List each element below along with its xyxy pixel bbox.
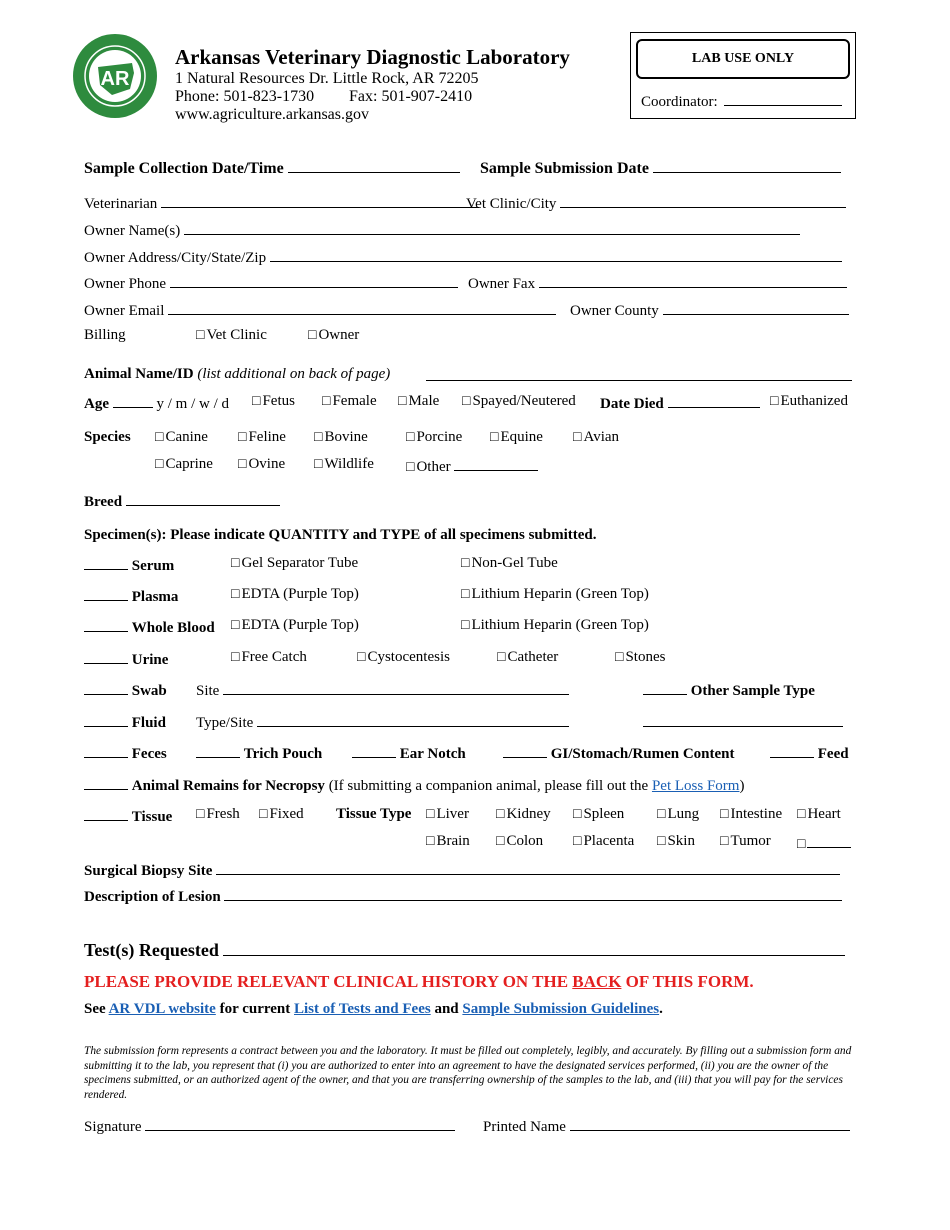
tissue-spleen[interactable]: □ Spleen	[573, 806, 625, 822]
collection-date-field[interactable]	[288, 158, 460, 173]
fluid-type-site-field[interactable]	[257, 712, 569, 727]
tissue-heart[interactable]: □ Heart	[797, 806, 841, 822]
veterinarian-label: Veterinarian	[84, 196, 158, 212]
vet-clinic-label: Vet Clinic/City	[466, 196, 557, 212]
owner-phone-label: Owner Phone	[84, 276, 167, 292]
fluid-label: Fluid	[131, 715, 166, 731]
tissue-colon[interactable]: □ Colon	[496, 833, 544, 849]
fluid-qty[interactable]	[84, 712, 128, 727]
swab-site-label: Site	[196, 683, 220, 699]
swab-site-field[interactable]	[223, 680, 569, 695]
owner-email-label: Owner Email	[84, 303, 165, 319]
lab-address: 1 Natural Resources Dr. Little Rock, AR 72205	[175, 70, 479, 87]
tests-requested-label: Test(s) Requested	[84, 940, 219, 960]
animal-name-label: Animal Name/ID	[84, 366, 194, 382]
species-label: Species	[84, 429, 131, 445]
tissue-fresh-checkbox[interactable]: □ Fresh	[196, 806, 240, 822]
trich-qty[interactable]	[196, 743, 240, 758]
species-caprine[interactable]: □ Caprine	[155, 456, 213, 472]
remains-note: (If submitting a companion animal, please fill out the	[328, 778, 649, 794]
urine-cysto-checkbox[interactable]: □ Cystocentesis	[357, 649, 450, 665]
tissue-brain[interactable]: □ Brain	[426, 833, 470, 849]
trich-label: Trich Pouch	[243, 746, 323, 762]
tissue-other[interactable]: □	[797, 833, 851, 853]
owner-county-label: Owner County	[570, 303, 659, 319]
owner-fax-field[interactable]	[539, 273, 847, 288]
lesion-field[interactable]	[224, 886, 842, 901]
gi-label: GI/Stomach/Rumen Content	[550, 746, 735, 762]
whole-blood-lithium-checkbox[interactable]: □ Lithium Heparin (Green Top)	[461, 617, 649, 633]
species-feline[interactable]: □ Feline	[238, 429, 286, 445]
billing-vet-label: Vet Clinic	[206, 327, 267, 343]
urine-qty[interactable]	[84, 649, 128, 664]
lab-title: Arkansas Veterinary Diagnostic Laboratory	[175, 45, 570, 69]
tissue-lung[interactable]: □ Lung	[657, 806, 700, 822]
whole-blood-label: Whole Blood	[131, 620, 215, 636]
tissue-fixed-checkbox[interactable]: □ Fixed	[259, 806, 304, 822]
urine-catheter-checkbox[interactable]: □ Catheter	[497, 649, 559, 665]
breed-field[interactable]	[126, 491, 280, 506]
surgical-biopsy-field[interactable]	[216, 860, 840, 875]
species-canine[interactable]: □ Canine	[155, 429, 208, 445]
coordinator-field[interactable]	[724, 91, 842, 106]
swab-label: Swab	[131, 683, 167, 699]
remains-label: Animal Remains for Necropsy	[131, 778, 325, 794]
lab-use-box	[630, 32, 856, 119]
serum-qty[interactable]	[84, 555, 128, 570]
vet-clinic-field[interactable]	[560, 193, 846, 208]
fetus-checkbox[interactable]: □ Fetus	[252, 393, 295, 409]
other-sample-qty[interactable]	[643, 680, 687, 695]
species-other-field[interactable]	[454, 456, 538, 471]
tissue-liver[interactable]: □ Liver	[426, 806, 469, 822]
species-ovine[interactable]: □ Ovine	[238, 456, 286, 472]
plasma-qty[interactable]	[84, 586, 128, 601]
ear-notch-qty[interactable]	[352, 743, 396, 758]
svg-text:AR: AR	[100, 68, 130, 90]
submission-date-field[interactable]	[653, 158, 841, 173]
lesion-label: Description of Lesion	[84, 889, 221, 905]
contract-disclaimer: The submission form represents a contract between you and the laboratory. It must be filled out completely, legibly, and accurately. By filling out a submission form and submitting it to the lab, you represent that (i) you are authorized to enter into an agreement to have the designated services performed, (ii) you are the owner of the specimens submitted, or an authorized agent of the owner, and that you are transferring ownership of the samples to the lab, and (iii) that you will pay for the services rendered.	[84, 1045, 852, 1101]
owner-county-field[interactable]	[663, 300, 849, 315]
tissue-qty[interactable]	[84, 806, 128, 821]
urine-label: Urine	[131, 652, 169, 668]
feed-label: Feed	[817, 746, 849, 762]
tissue-kidney[interactable]: □ Kidney	[496, 806, 551, 822]
tests-fees-link[interactable]: List of Tests and Fees	[294, 1001, 431, 1017]
tissue-type-label: Tissue Type	[336, 806, 412, 822]
signature-label: Signature	[84, 1119, 142, 1135]
whole-blood-edta-checkbox[interactable]: □ EDTA (Purple Top)	[231, 617, 359, 633]
tests-requested-field[interactable]	[223, 941, 845, 956]
serum-gel-checkbox[interactable]: □ Gel Separator Tube	[231, 555, 359, 571]
animal-name-field[interactable]	[426, 366, 852, 381]
whole-blood-qty[interactable]	[84, 617, 128, 632]
surgical-biopsy-label: Surgical Biopsy Site	[84, 863, 213, 879]
other-sample-label: Other Sample Type	[690, 683, 815, 699]
other-sample-field[interactable]	[643, 712, 843, 727]
coordinator-label: Coordinator:	[641, 94, 718, 110]
swab-qty[interactable]	[84, 680, 128, 695]
vdl-website-link[interactable]: AR VDL website	[108, 1001, 216, 1017]
owner-names-field[interactable]	[184, 220, 800, 235]
tissue-placenta[interactable]: □ Placenta	[573, 833, 635, 849]
urine-stones-checkbox[interactable]: □ Stones	[615, 649, 666, 665]
owner-email-field[interactable]	[168, 300, 556, 315]
pet-loss-form-link[interactable]: Pet Loss Form	[651, 778, 740, 794]
printed-name-label: Printed Name	[483, 1119, 566, 1135]
age-label: Age	[84, 396, 109, 412]
billing-vet-checkbox[interactable]: □ Vet Clinic	[196, 327, 267, 343]
spayed-checkbox[interactable]: □ Spayed/Neutered	[462, 393, 576, 409]
clinical-history-notice: PLEASE PROVIDE RELEVANT CLINICAL HISTORY ON THE	[84, 972, 573, 991]
submission-date-label: Sample Submission Date	[480, 160, 649, 177]
back-emphasis: BACK	[572, 972, 622, 991]
signature-field[interactable]	[145, 1116, 455, 1131]
billing-owner-checkbox[interactable]: □ Owner	[308, 327, 360, 343]
species-avian[interactable]: □ Avian	[573, 429, 620, 445]
owner-names-label: Owner Name(s)	[84, 223, 181, 239]
guidelines-link[interactable]: Sample Submission Guidelines	[462, 1001, 660, 1017]
owner-address-field[interactable]	[270, 247, 842, 262]
billing-label: Billing	[84, 327, 126, 343]
veterinarian-field[interactable]	[161, 193, 479, 208]
date-died-field[interactable]	[668, 393, 760, 408]
ear-notch-label: Ear Notch	[399, 746, 466, 762]
specimens-heading: Specimen(s): Please indicate QUANTITY and TYPE of all specimens submitted.	[84, 527, 597, 543]
species-other[interactable]: □ Other	[406, 459, 451, 475]
species-equine[interactable]: □ Equine	[490, 429, 543, 445]
owner-address-label: Owner Address/City/State/Zip	[84, 250, 267, 266]
lab-fax: Fax: 501-907-2410	[349, 88, 473, 105]
lab-website: www.agriculture.arkansas.gov	[175, 106, 370, 123]
collection-date-label: Sample Collection Date/Time	[84, 160, 284, 177]
breed-label: Breed	[84, 494, 123, 510]
female-checkbox[interactable]: □ Female	[322, 393, 377, 409]
lab-use-title-box: LAB USE ONLY	[636, 39, 850, 79]
feed-qty[interactable]	[770, 743, 814, 758]
gi-qty[interactable]	[503, 743, 547, 758]
feces-label: Feces	[131, 746, 167, 762]
serum-label: Serum	[131, 558, 175, 574]
tissue-skin[interactable]: □ Skin	[657, 833, 695, 849]
species-bovine[interactable]: □ Bovine	[314, 429, 368, 445]
owner-fax-label: Owner Fax	[468, 276, 536, 292]
age-field[interactable]	[113, 393, 153, 408]
tissue-label: Tissue	[131, 809, 173, 825]
plasma-label: Plasma	[131, 589, 179, 605]
date-died-label: Date Died	[600, 396, 664, 412]
plasma-lithium-checkbox[interactable]: □ Lithium Heparin (Green Top)	[461, 586, 649, 602]
billing-owner-label: Owner	[318, 327, 360, 343]
animal-name-note: (list additional on back of page)	[197, 366, 391, 382]
lab-phone: Phone: 501-823-1730	[175, 88, 315, 105]
tissue-tumor[interactable]: □ Tumor	[720, 833, 771, 849]
species-wildlife[interactable]: □ Wildlife	[314, 456, 374, 472]
fluid-type-site-label: Type/Site	[196, 715, 254, 731]
printed-name-field[interactable]	[570, 1116, 850, 1131]
feces-qty[interactable]	[84, 743, 128, 758]
owner-phone-field[interactable]	[170, 273, 458, 288]
plasma-edta-checkbox[interactable]: □ EDTA (Purple Top)	[231, 586, 359, 602]
tissue-other-field[interactable]	[807, 833, 851, 848]
urine-free-catch-checkbox[interactable]: □ Free Catch	[231, 649, 307, 665]
remains-qty[interactable]	[84, 775, 128, 790]
tissue-intestine[interactable]: □ Intestine	[720, 806, 783, 822]
age-units: y / m / w / d	[156, 396, 230, 412]
male-checkbox[interactable]: □ Male	[398, 393, 440, 409]
department-seal	[72, 33, 158, 119]
euthanized-checkbox[interactable]: □ Euthanized	[770, 393, 848, 409]
serum-nongel-checkbox[interactable]: □ Non-Gel Tube	[461, 555, 558, 571]
species-porcine[interactable]: □ Porcine	[406, 429, 463, 445]
